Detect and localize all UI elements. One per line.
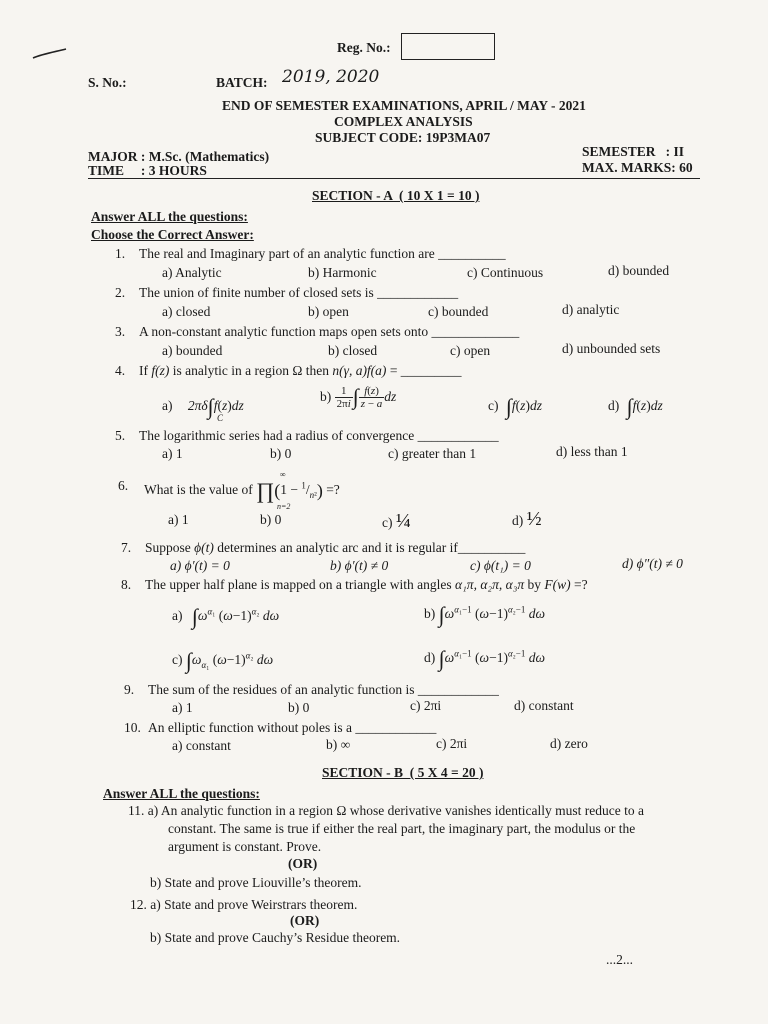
q9-text: The sum of the residues of an analytic function is ____________ (148, 682, 499, 697)
q2-option-c: c) bounded (428, 304, 489, 319)
q10-number: 10. (124, 720, 141, 735)
max-marks: MAX. MARKS: 60 (582, 160, 693, 175)
q4-option-a: a) 2πδ∫f(z)dz (162, 394, 244, 419)
q4-option-d: d) ∫f(z)dz (608, 394, 663, 419)
q2-option-d: d) analytic (562, 302, 620, 317)
q6-option-b: b) 0 (260, 512, 282, 527)
major: MAJOR : M.Sc. (Mathematics) (88, 149, 270, 164)
section-b-title: SECTION - B ( 5 X 4 = 20 ) (322, 765, 484, 780)
q2-option-a: a) closed (162, 304, 211, 319)
q2-number: 2. (115, 285, 126, 300)
time: TIME : 3 HOURS (88, 163, 207, 178)
q5-option-d: d) less than 1 (556, 444, 628, 459)
q9-option-a: a) 1 (172, 700, 193, 715)
q9-option-d: d) constant (514, 698, 574, 713)
q8-option-c: c) $\int\omega_{\alpha_1}$ $(\omega-1)^{\alpha_2}$ dω (172, 648, 274, 673)
q2-text: The union of finite number of closed sets is ____________ (139, 285, 459, 300)
q12b: b) State and prove Cauchy’s Residue theorem. (150, 930, 401, 945)
page-marker: ...2... (606, 952, 633, 967)
section-a-title: SECTION - A ( 10 X 1 = 10 ) (312, 188, 480, 203)
subject-name: COMPLEX ANALYSIS (334, 114, 473, 129)
q5-option-b: b) 0 (270, 446, 292, 461)
q5-option-c: c) greater than 1 (388, 446, 477, 461)
q7-option-d: d) ϕ″(t) ≠ 0 (622, 556, 683, 571)
q2-option-b: b) open (308, 304, 349, 319)
q10-option-d: d) zero (550, 736, 588, 751)
q7-number: 7. (121, 540, 132, 555)
q5-number: 5. (115, 428, 126, 443)
q4-a-contour: C (217, 413, 224, 423)
q5-text: The logarithmic series had a radius of convergence ____________ (139, 428, 499, 443)
q4-number: 4. (115, 363, 126, 378)
pen-mark (30, 44, 70, 64)
q7-text: Suppose ϕ(t) determines an analytic arc and it is regular if__________ (145, 540, 526, 555)
q6-option-a: a) 1 (168, 512, 189, 527)
q8-option-d: d) $\int\omega^{\alpha_1-1}$ $(\omega-1)^{\alpha_2-1}$ dω (424, 646, 546, 671)
q1-option-d: d) bounded (608, 263, 670, 278)
q1-number: 1. (115, 246, 126, 261)
q6-product-lower: n=2 (277, 502, 291, 511)
q1-option-a: a) Analytic (162, 265, 222, 280)
q7-option-a: a) ϕ′(t) = 0 (170, 558, 230, 573)
section-a-instruction-2: Choose the Correct Answer: (91, 227, 254, 242)
header-rule (88, 178, 700, 179)
q9-option-b: b) 0 (288, 700, 310, 715)
reg-no-box (401, 33, 495, 60)
q11a-line1: 11. a) An analytic function in a region Ω whose derivative vanishes identically must reduce to a (128, 803, 645, 818)
q3-option-b: b) closed (328, 343, 378, 358)
q9-number: 9. (124, 682, 135, 697)
q6-number: 6. (118, 478, 129, 493)
q11a-line3: argument is constant. Prove. (168, 839, 322, 854)
q12a: 12. a) State and prove Weirstrars theorem. (130, 897, 358, 912)
q11b: b) State and prove Liouville’s theorem. (150, 875, 362, 890)
q8-text: The upper half plane is mapped on a triangle with angles α₁π, α₂π, α₃π by F(w) =? (145, 577, 588, 592)
q8-option-b: b) $\int\omega^{\alpha_1-1}$ $(\omega-1)^{\alpha_2-1}$ dω (424, 602, 546, 627)
exam-title: END OF SEMESTER EXAMINATIONS, APRIL / MAY - 2021 (222, 98, 586, 113)
q3-text: A non-constant analytic function maps open sets onto _____________ (139, 324, 520, 339)
q4-text: If f(z) is analytic in a region Ω then n(γ, a)f(a) = _________ (139, 363, 462, 378)
q8-option-a: a) $\int\omega^{\alpha_1}$ $(\omega-1)^{\alpha_2}$ dω (172, 604, 280, 629)
q3-option-a: a) bounded (162, 343, 223, 358)
q9-option-c: c) 2πi (410, 698, 442, 713)
q5-option-a: a) 1 (162, 446, 183, 461)
q11a-line2: constant. The same is true if either the real part, the imaginary part, the modulus or the (168, 821, 636, 836)
q3-option-c: c) open (450, 343, 491, 358)
q1-text: The real and Imaginary part of an analytic function are __________ (139, 246, 506, 261)
sno-label: S. No.: (88, 75, 127, 90)
semester: SEMESTER : II (582, 144, 685, 159)
q10-text: An elliptic function without poles is a ____________ (148, 720, 437, 735)
q1-option-c: c) Continuous (467, 265, 544, 280)
q10-option-c: c) 2πi (436, 736, 468, 751)
batch-label: BATCH: (216, 75, 268, 90)
q6-text: What is the value of ∏(1 − $^1/_{n^2}$) =? (144, 478, 340, 503)
batch-value: 2019, 2020 (282, 67, 380, 87)
q10-option-b: b) ∞ (326, 737, 351, 752)
section-a-instruction: Answer ALL the questions: (91, 209, 248, 224)
section-b-instruction: Answer ALL the questions: (103, 786, 260, 801)
q3-number: 3. (115, 324, 126, 339)
q7-option-b: b) ϕ′(t) ≠ 0 (330, 558, 389, 573)
q7-option-c: c) ϕ(t₁) = 0 (470, 558, 531, 573)
q10-option-a: a) constant (172, 738, 231, 753)
q1-option-b: b) Harmonic (308, 265, 377, 280)
q6-option-c: c) ¼ (382, 510, 411, 532)
q4-option-c: c) ∫f(z)dz (488, 394, 542, 419)
q6-product-upper: ∞ (280, 470, 286, 479)
or-divider-2: (OR) (290, 913, 320, 928)
reg-no-label: Reg. No.: (337, 40, 391, 55)
q4-option-b: b) $\frac{1}{2\pi i}$ ∫ $\frac{f(z)}{z - a}$ dz (320, 384, 397, 410)
q8-number: 8. (121, 577, 132, 592)
subject-code: SUBJECT CODE: 19P3MA07 (315, 130, 491, 145)
q3-option-d: d) unbounded sets (562, 341, 661, 356)
q6-option-d: d) ½ (512, 508, 542, 530)
or-divider-1: (OR) (288, 856, 318, 871)
